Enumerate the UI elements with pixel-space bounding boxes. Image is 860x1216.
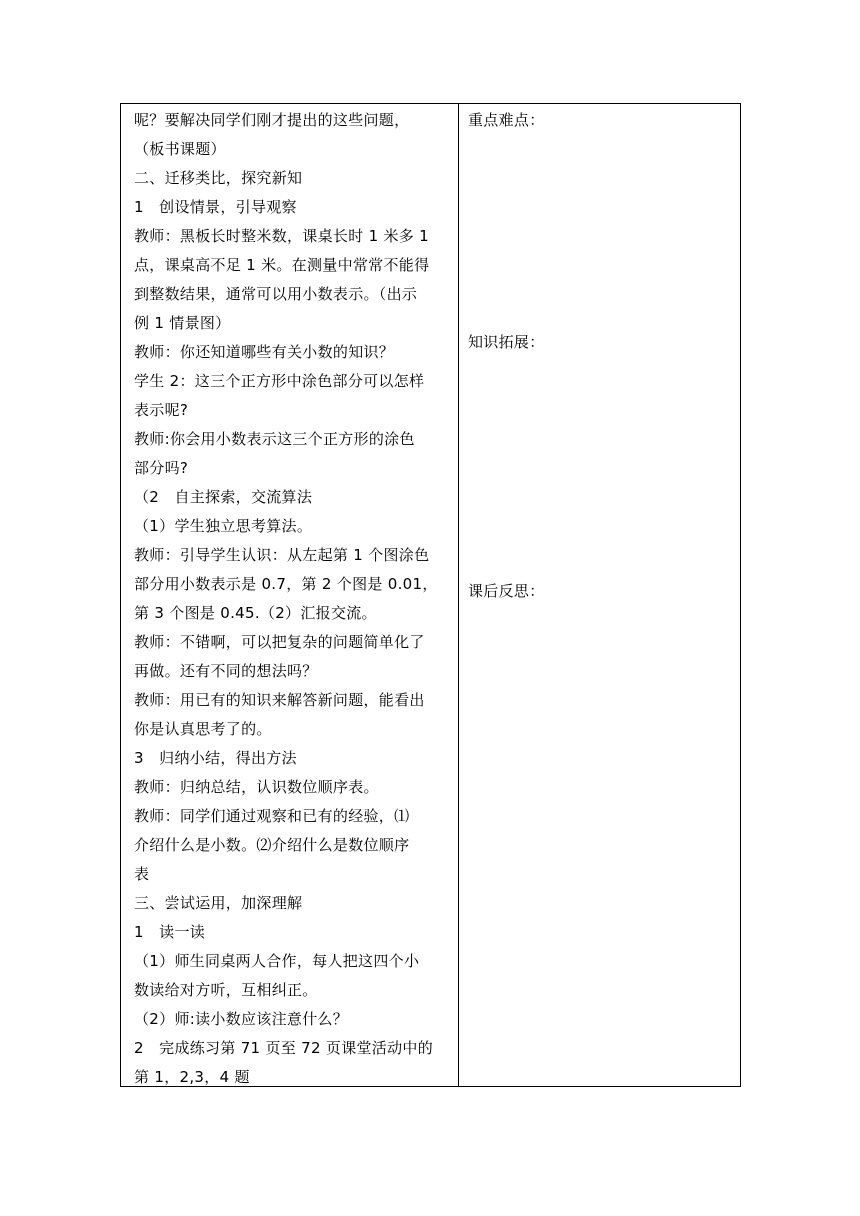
step-heading: （2 自主探索，交流算法 [134, 488, 313, 506]
notes-column [459, 104, 740, 1086]
lesson-line: （板书课题） [134, 140, 226, 158]
lesson-line: （1）师生同桌两人合作，每人把这四个小 [134, 952, 420, 970]
lesson-line: 学生 2：这三个正方形中涂色部分可以怎样 [134, 372, 425, 390]
section-heading: 二、迁移类比，探究新知 [134, 169, 303, 187]
section-heading: 三、尝试运用，加深理解 [134, 894, 303, 912]
lesson-line: 教师：同学们通过观察和已有的经验，⑴ [134, 807, 410, 825]
lesson-line: 教师：黑板长时整米数，课桌长时 1 米多 1 [134, 227, 429, 245]
lesson-line: 教师：你还知道哪些有关小数的知识？ [134, 343, 395, 361]
lesson-line: 你是认真思考了的。 [134, 720, 272, 738]
step-heading: 3 归纳小结，得出方法 [134, 749, 297, 767]
step-heading: 1 读一读 [134, 923, 206, 941]
lesson-line: 部分用小数表示是 0.7，第 2 个图是 0.01， [134, 575, 438, 593]
lesson-line: 教师：用已有的知识来解答新问题，能看出 [134, 691, 425, 709]
key-points-label: 重点难点： [468, 111, 545, 129]
lesson-line: 部分吗? [134, 459, 189, 477]
lesson-line: 例 1 情景图） [134, 314, 231, 332]
step-heading: 1 创设情景，引导观察 [134, 198, 297, 216]
lesson-line: 数读给对方听，互相纠正。 [134, 981, 318, 999]
reflection-label: 课后反思： [468, 582, 545, 600]
lesson-line: 介绍什么是小数。⑵介绍什么是数位顺序 [134, 836, 410, 854]
lesson-content-column [121, 104, 459, 1086]
lesson-table [120, 103, 741, 1087]
lesson-line: 再做。还有不同的想法吗？ [134, 662, 318, 680]
lesson-line: （2）师:读小数应该注意什么？ [134, 1010, 349, 1028]
lesson-line: 表示呢? [134, 401, 189, 419]
extension-label: 知识拓展： [468, 333, 545, 351]
lesson-line: 教师：归纳总结，认识数位顺序表。 [134, 778, 379, 796]
lesson-line: 呢？要解决同学们刚才提出的这些问题， [134, 111, 410, 129]
lesson-line: 到整数结果，通常可以用小数表示。（出示 [134, 285, 418, 303]
lesson-line: （1）学生独立思考算法。 [134, 517, 313, 535]
lesson-line: 教师：不错啊，可以把复杂的问题简单化了 [134, 633, 425, 651]
lesson-line: 表 [134, 865, 150, 883]
lesson-line: 教师：引导学生认识：从左起第 1 个图涂色 [134, 546, 430, 564]
step-heading: 2 完成练习第 71 页至 72 页课堂活动中的 [134, 1039, 433, 1057]
lesson-line: 教师:你会用小数表示这三个正方形的涂色 [134, 430, 415, 448]
lesson-line: 第 3 个图是 0.45.（2）汇报交流。 [134, 604, 377, 622]
lesson-line: 点，课桌高不足 1 米。在测量中常常不能得 [134, 256, 430, 274]
lesson-line: 第 1，2,3，4 题 [134, 1068, 250, 1086]
